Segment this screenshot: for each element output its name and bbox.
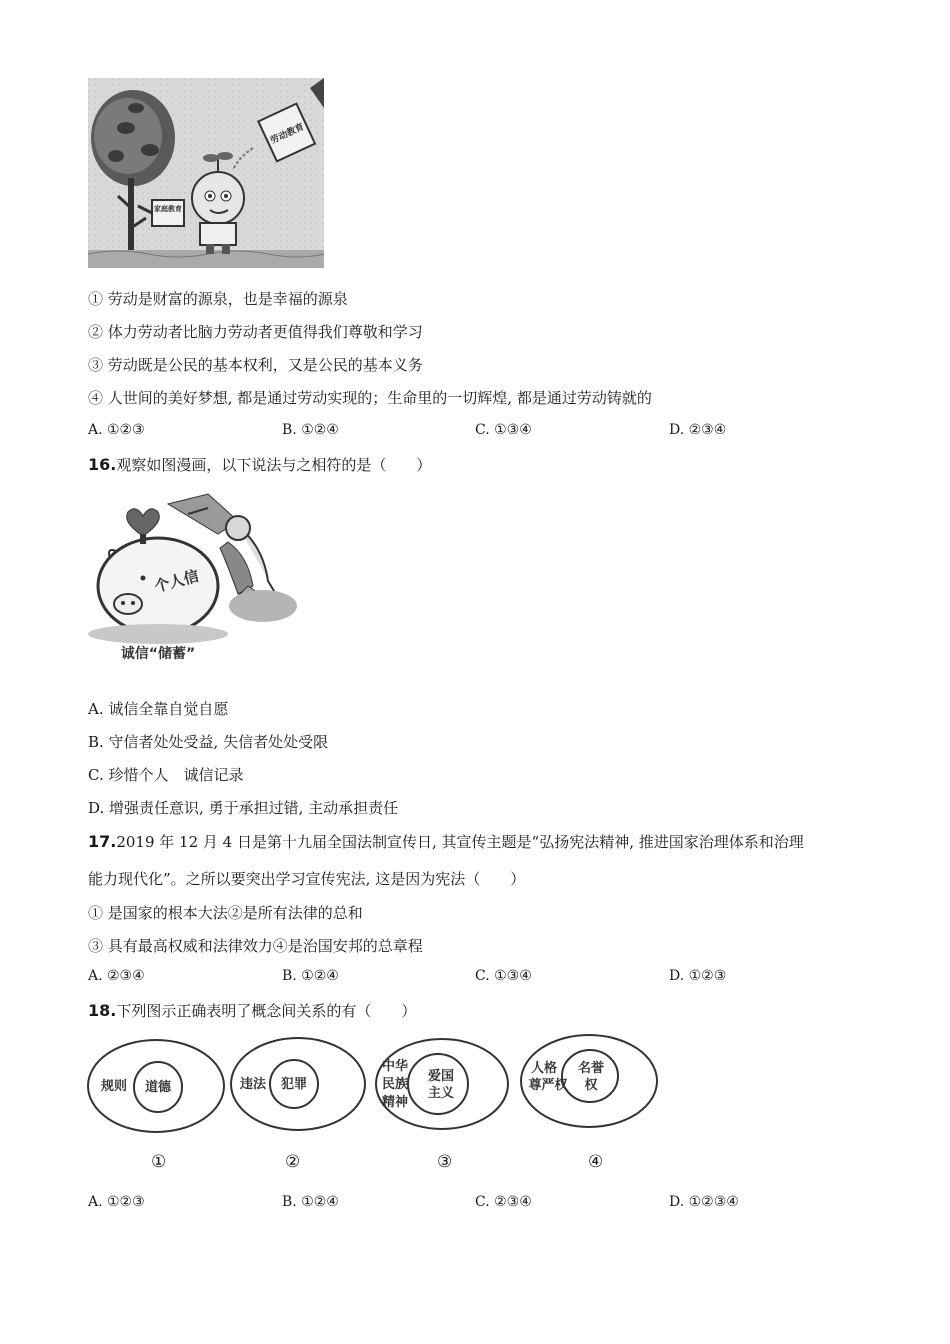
q17-option-c[interactable]: C. ①③④ [475,968,532,984]
q15-statement-1: ① 劳动是财富的源泉，也是幸福的源泉 [88,290,348,308]
q16-option-c[interactable]: C. 珍惜个人 诚信记录 [88,766,244,784]
q18-option-b[interactable]: B. ①②④ [282,1194,339,1210]
q18-option-d[interactable]: D. ①②③④ [669,1194,739,1210]
q16-number: 16. [88,455,117,474]
q17-number: 17. [88,832,117,851]
diagram1-outer-label: 规则 [100,1079,128,1094]
diagram4-outer-label-1: 人格 [530,1061,558,1076]
diagram4-inner-label-1: 名誉 [577,1061,605,1076]
pig-bank-label: 个人信 [152,566,201,596]
cartoon-caption: 诚信“储蓄” [120,646,196,662]
diagram2-number: ② [285,1152,301,1172]
book-label: 劳动教育 [269,122,306,147]
q16-option-b[interactable]: B. 守信者处处受益, 失信者处处受限 [88,733,329,751]
q18-option-a[interactable]: A. ①②③ [88,1194,145,1210]
q17-stem-line-2: 能力现代化”。之所以要突出学习宣传宪法, 这是因为宪法（ ） [88,870,526,888]
diagram3-outer-label-2: 民族 [381,1077,409,1092]
labor-education-cartoon [88,78,324,268]
diagram2-outer-label: 违法 [239,1077,267,1092]
q17-option-a[interactable]: A. ②③④ [88,968,145,984]
q17-stem-1: 2019 年 12 月 4 日是第十九届全国法制宣传日, 其宣传主题是“弘扬宪法精神, 推进国家治理体系和治理 [116,833,804,851]
q17-option-d[interactable]: D. ①②③ [669,968,727,984]
q15-statement-2: ② 体力劳动者比脑力劳动者更值得我们尊敬和学习 [88,323,423,341]
q18-option-c[interactable]: C. ②③④ [475,1194,532,1210]
q16-stem: 观察如图漫画，以下说法与之相符的是（ ） [116,456,432,474]
q15-option-b[interactable]: B. ①②④ [282,422,339,438]
q17-option-b[interactable]: B. ①②④ [282,968,339,984]
kettle-label: 家庭教育 [154,205,182,213]
diagram1-number: ① [151,1152,167,1172]
q16-option-d[interactable]: D. 增强责任意识, 勇于承担过错, 主动承担责任 [88,799,399,817]
diagram3-outer-label-3: 精神 [381,1095,409,1110]
integrity-savings-cartoon [88,486,306,666]
diagram4-number: ④ [588,1152,604,1172]
q18-question [88,1000,416,1021]
q15-option-c[interactable]: C. ①③④ [475,422,532,438]
diagram3-number: ③ [437,1152,453,1172]
q18-number: 18. [88,1001,117,1020]
q15-statement-3: ③ 劳动既是公民的基本权利，又是公民的基本义务 [88,356,423,374]
diagram3-inner-label-2: 主义 [427,1086,455,1101]
diagram4-outer-label-2: 尊严权 [528,1078,568,1093]
diagram1-inner-label: 道德 [144,1080,172,1095]
q18-stem: 下列图示正确表明了概念间关系的有（ ） [116,1002,417,1020]
q17-statement-1: ① 是国家的根本大法②是所有法律的总和 [88,904,363,922]
q17-statement-2: ③ 具有最高权威和法律效力④是治国安邦的总章程 [88,937,423,955]
concept-relation-diagrams [86,1034,662,1134]
diagram3-inner-label-1: 爱国 [427,1069,455,1084]
q15-option-d[interactable]: D. ②③④ [669,422,727,438]
diagram4-inner-label-2: 权 [584,1078,598,1093]
q16-option-a[interactable]: A. 诚信全靠自觉自愿 [88,700,229,718]
q16-question [88,454,431,475]
diagram2-inner-label: 犯罪 [280,1077,308,1092]
q15-statement-4: ④ 人世间的美好梦想, 都是通过劳动实现的；生命里的一切辉煌, 都是通过劳动铸就的 [88,389,652,407]
q17-stem-line-1 [88,831,804,852]
q15-option-a[interactable]: A. ①②③ [88,422,145,438]
diagram3-outer-label-1: 中华 [381,1059,409,1074]
